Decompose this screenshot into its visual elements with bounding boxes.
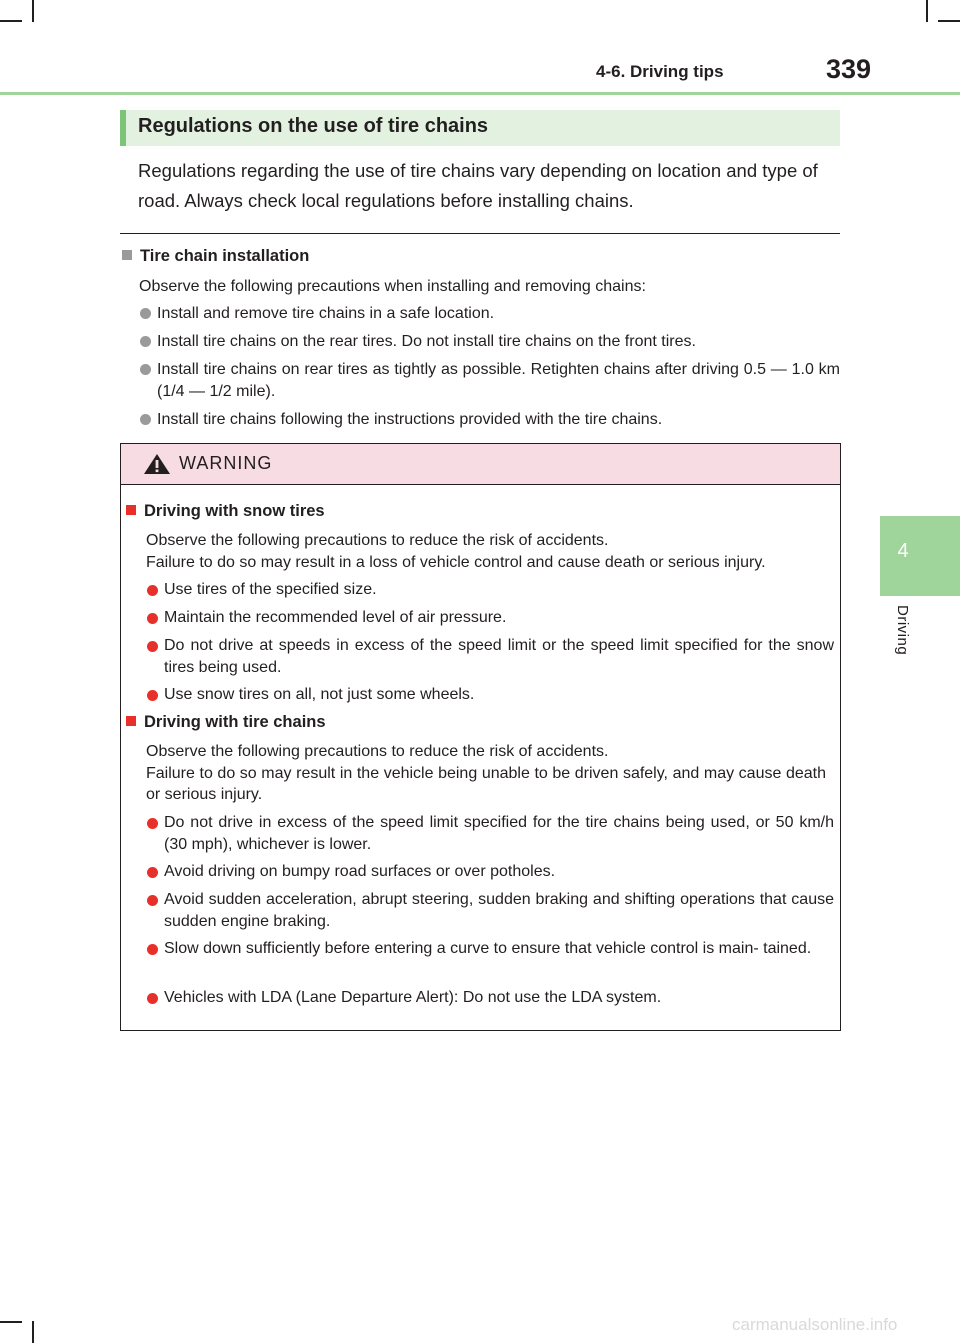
list-item: Do not drive in excess of the speed limit specified for the tire chains being used, or 50 km/h (30 mph), whichever is lower. xyxy=(164,814,834,853)
chapter-tab xyxy=(880,516,960,596)
circle-bullet-icon xyxy=(147,641,158,652)
section-label: 4-6. Driving tips xyxy=(596,62,724,81)
section-intro: Regulations regarding the use of tire chains vary depending on location and type of road. Always check local regulations before installing chains. xyxy=(138,160,818,211)
crop-mark xyxy=(0,20,22,22)
circle-bullet-icon xyxy=(140,364,151,375)
list-item: Avoid driving on bumpy road surfaces or over potholes. xyxy=(164,863,556,880)
list-item: Install and remove tire chains in a safe location. xyxy=(157,305,495,322)
divider xyxy=(120,233,840,234)
page-number: 339 xyxy=(826,54,872,84)
warning-subheading: Driving with snow tires xyxy=(126,502,325,521)
list-item: Install tire chains on rear tires as tightly as possible. Retighten chains after driving 0.5 — 1.0 km (1/4 — 1/2 mile). xyxy=(157,361,840,400)
crop-mark xyxy=(938,20,960,22)
list-item: Use snow tires on all, not just some wheels. xyxy=(164,686,475,703)
circle-bullet-icon xyxy=(140,308,151,319)
circle-bullet-icon xyxy=(147,944,158,955)
square-marker-icon xyxy=(122,250,132,260)
warning-triangle-icon xyxy=(143,453,171,475)
paragraph: Observe the following precautions to reduce the risk of accidents. xyxy=(146,743,609,760)
circle-bullet-icon xyxy=(147,585,158,596)
header-rule xyxy=(0,92,960,95)
section-title: Regulations on the use of tire chains xyxy=(138,115,489,137)
subsection-heading: Tire chain installation xyxy=(122,247,309,266)
list-item: Vehicles with LDA (Lane Departure Alert): Do not use the LDA system. xyxy=(164,989,662,1006)
chapter-label: Driving xyxy=(894,605,911,656)
circle-bullet-icon xyxy=(147,818,158,829)
crop-mark xyxy=(32,0,34,22)
paragraph: Observe the following precautions to reduce the risk of accidents. xyxy=(146,532,609,549)
circle-bullet-icon xyxy=(147,993,158,1004)
crop-mark xyxy=(0,1321,22,1323)
crop-mark xyxy=(926,0,928,22)
paragraph: Failure to do so may result in the vehicle being unable to be driven safely, and may cause death or serious injury. xyxy=(146,765,826,803)
warning-title: WARNING xyxy=(179,453,273,473)
warning-header xyxy=(121,444,840,485)
list-item: Install tire chains following the instructions provided with the tire chains. xyxy=(157,411,663,428)
list-item: Do not drive at speeds in excess of the speed limit or the speed limit specified for the snow tires being used. xyxy=(164,637,834,676)
watermark: carmanualsonline.info xyxy=(732,1315,898,1334)
crop-mark xyxy=(32,1321,34,1343)
warning-box xyxy=(120,443,841,1031)
circle-bullet-icon xyxy=(140,414,151,425)
square-marker-icon xyxy=(126,505,136,515)
paragraph: Failure to do so may result in a loss of vehicle control and cause death or serious injury. xyxy=(146,554,766,571)
list-item: Install tire chains on the rear tires. Do not install tire chains on the front tires. xyxy=(157,333,696,350)
circle-bullet-icon xyxy=(147,867,158,878)
list-item: Avoid sudden acceleration, abrupt steering, sudden braking and shifting operations that cause sudden engine braking. xyxy=(164,891,834,930)
list-item: Slow down sufficiently before entering a curve to ensure that vehicle control is main- tained. xyxy=(164,940,812,957)
list-item: Maintain the recommended level of air pressure. xyxy=(164,609,507,626)
chapter-number: 4 xyxy=(897,540,909,562)
circle-bullet-icon xyxy=(140,336,151,347)
list-item: Use tires of the specified size. xyxy=(164,581,377,598)
section-title-bar xyxy=(120,110,840,146)
paragraph: Observe the following precautions when installing and removing chains: xyxy=(139,278,646,295)
circle-bullet-icon xyxy=(147,613,158,624)
warning-subheading: Driving with tire chains xyxy=(126,713,326,732)
circle-bullet-icon xyxy=(147,690,158,701)
square-marker-icon xyxy=(126,716,136,726)
circle-bullet-icon xyxy=(147,895,158,906)
title-bar-accent xyxy=(120,110,126,146)
